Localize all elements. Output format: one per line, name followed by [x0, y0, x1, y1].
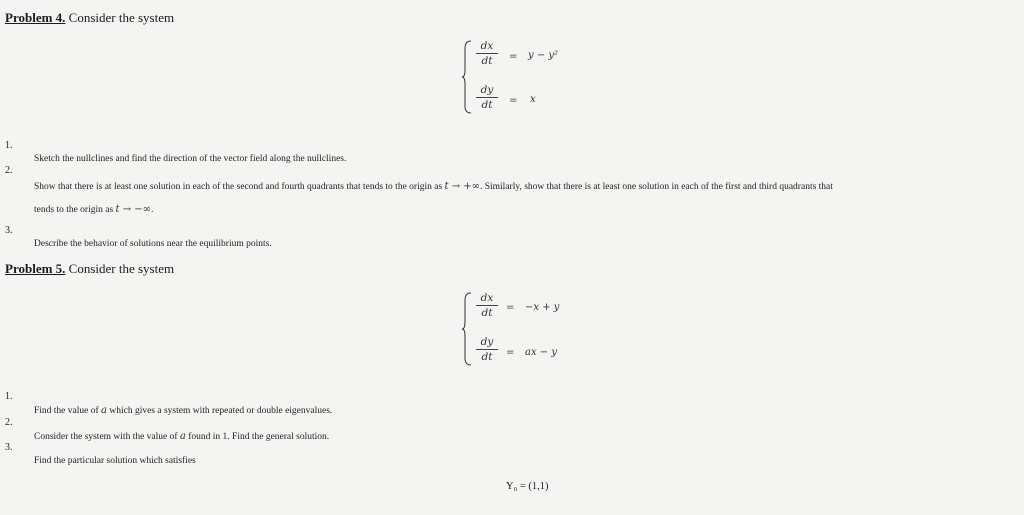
left-brace: [462, 292, 472, 366]
dx-dt-fraction: dx dt: [476, 40, 498, 67]
list-item: Sketch the nullclines and find the direction of the vector field along the nullclines.: [34, 154, 347, 164]
item-number: 2.: [5, 165, 13, 176]
problem-5-intro: Consider the system: [65, 261, 175, 276]
dy-dt-fraction: dy dt: [476, 84, 498, 111]
problem-4-heading: [5, 10, 174, 26]
dy-dt-fraction: dy dt: [476, 336, 498, 363]
equation-2-rhs: x: [530, 94, 536, 105]
item-number: 2.: [5, 417, 13, 428]
list-item: Find the particular solution which satisfies: [34, 456, 196, 466]
problem-5-label: Problem 5.: [5, 261, 66, 276]
list-item: Show that there is at least one solution in each of the second and fourth quadrants that tends to the origin as t → +∞. Similarly, show that there is at least one solution in each of the first and third quadrants that: [34, 181, 833, 192]
variable-a: a: [179, 431, 186, 442]
item-number: 1.: [5, 391, 13, 402]
list-item: Consider the system with the value of a found in 1. Find the general solution.: [34, 431, 330, 442]
equals-sign: =: [506, 347, 515, 358]
initial-condition: Y₀ = (1,1): [506, 481, 549, 492]
equals-sign: =: [509, 51, 518, 62]
dx-dt-fraction: dx dt: [476, 292, 498, 319]
item-number: 3.: [5, 442, 13, 453]
problem-4-label: Problem 4.: [5, 10, 66, 25]
item-number: 1.: [5, 140, 13, 151]
equation-1-rhs: −x + y: [525, 302, 560, 313]
item-number: 3.: [5, 225, 13, 236]
list-item: Describe the behavior of solutions near the equilibrium points.: [34, 239, 272, 249]
equals-sign: =: [509, 95, 518, 106]
equation-2-rhs: ax − y: [525, 347, 557, 358]
list-item-continued: tends to the origin as t → −∞.: [34, 204, 154, 215]
limit-plus-infinity: t → +∞: [444, 181, 480, 192]
variable-a: a: [101, 405, 107, 416]
equation-1-rhs: y − y²: [528, 50, 559, 61]
left-brace: [462, 40, 472, 114]
list-item: Find the value of a which gives a system with repeated or double eigenvalues.: [34, 405, 333, 416]
problem-5-heading: [5, 261, 174, 277]
limit-minus-infinity: t → −∞: [115, 204, 151, 215]
problem-4-intro: Consider the system: [65, 10, 175, 25]
equals-sign: =: [506, 302, 515, 313]
